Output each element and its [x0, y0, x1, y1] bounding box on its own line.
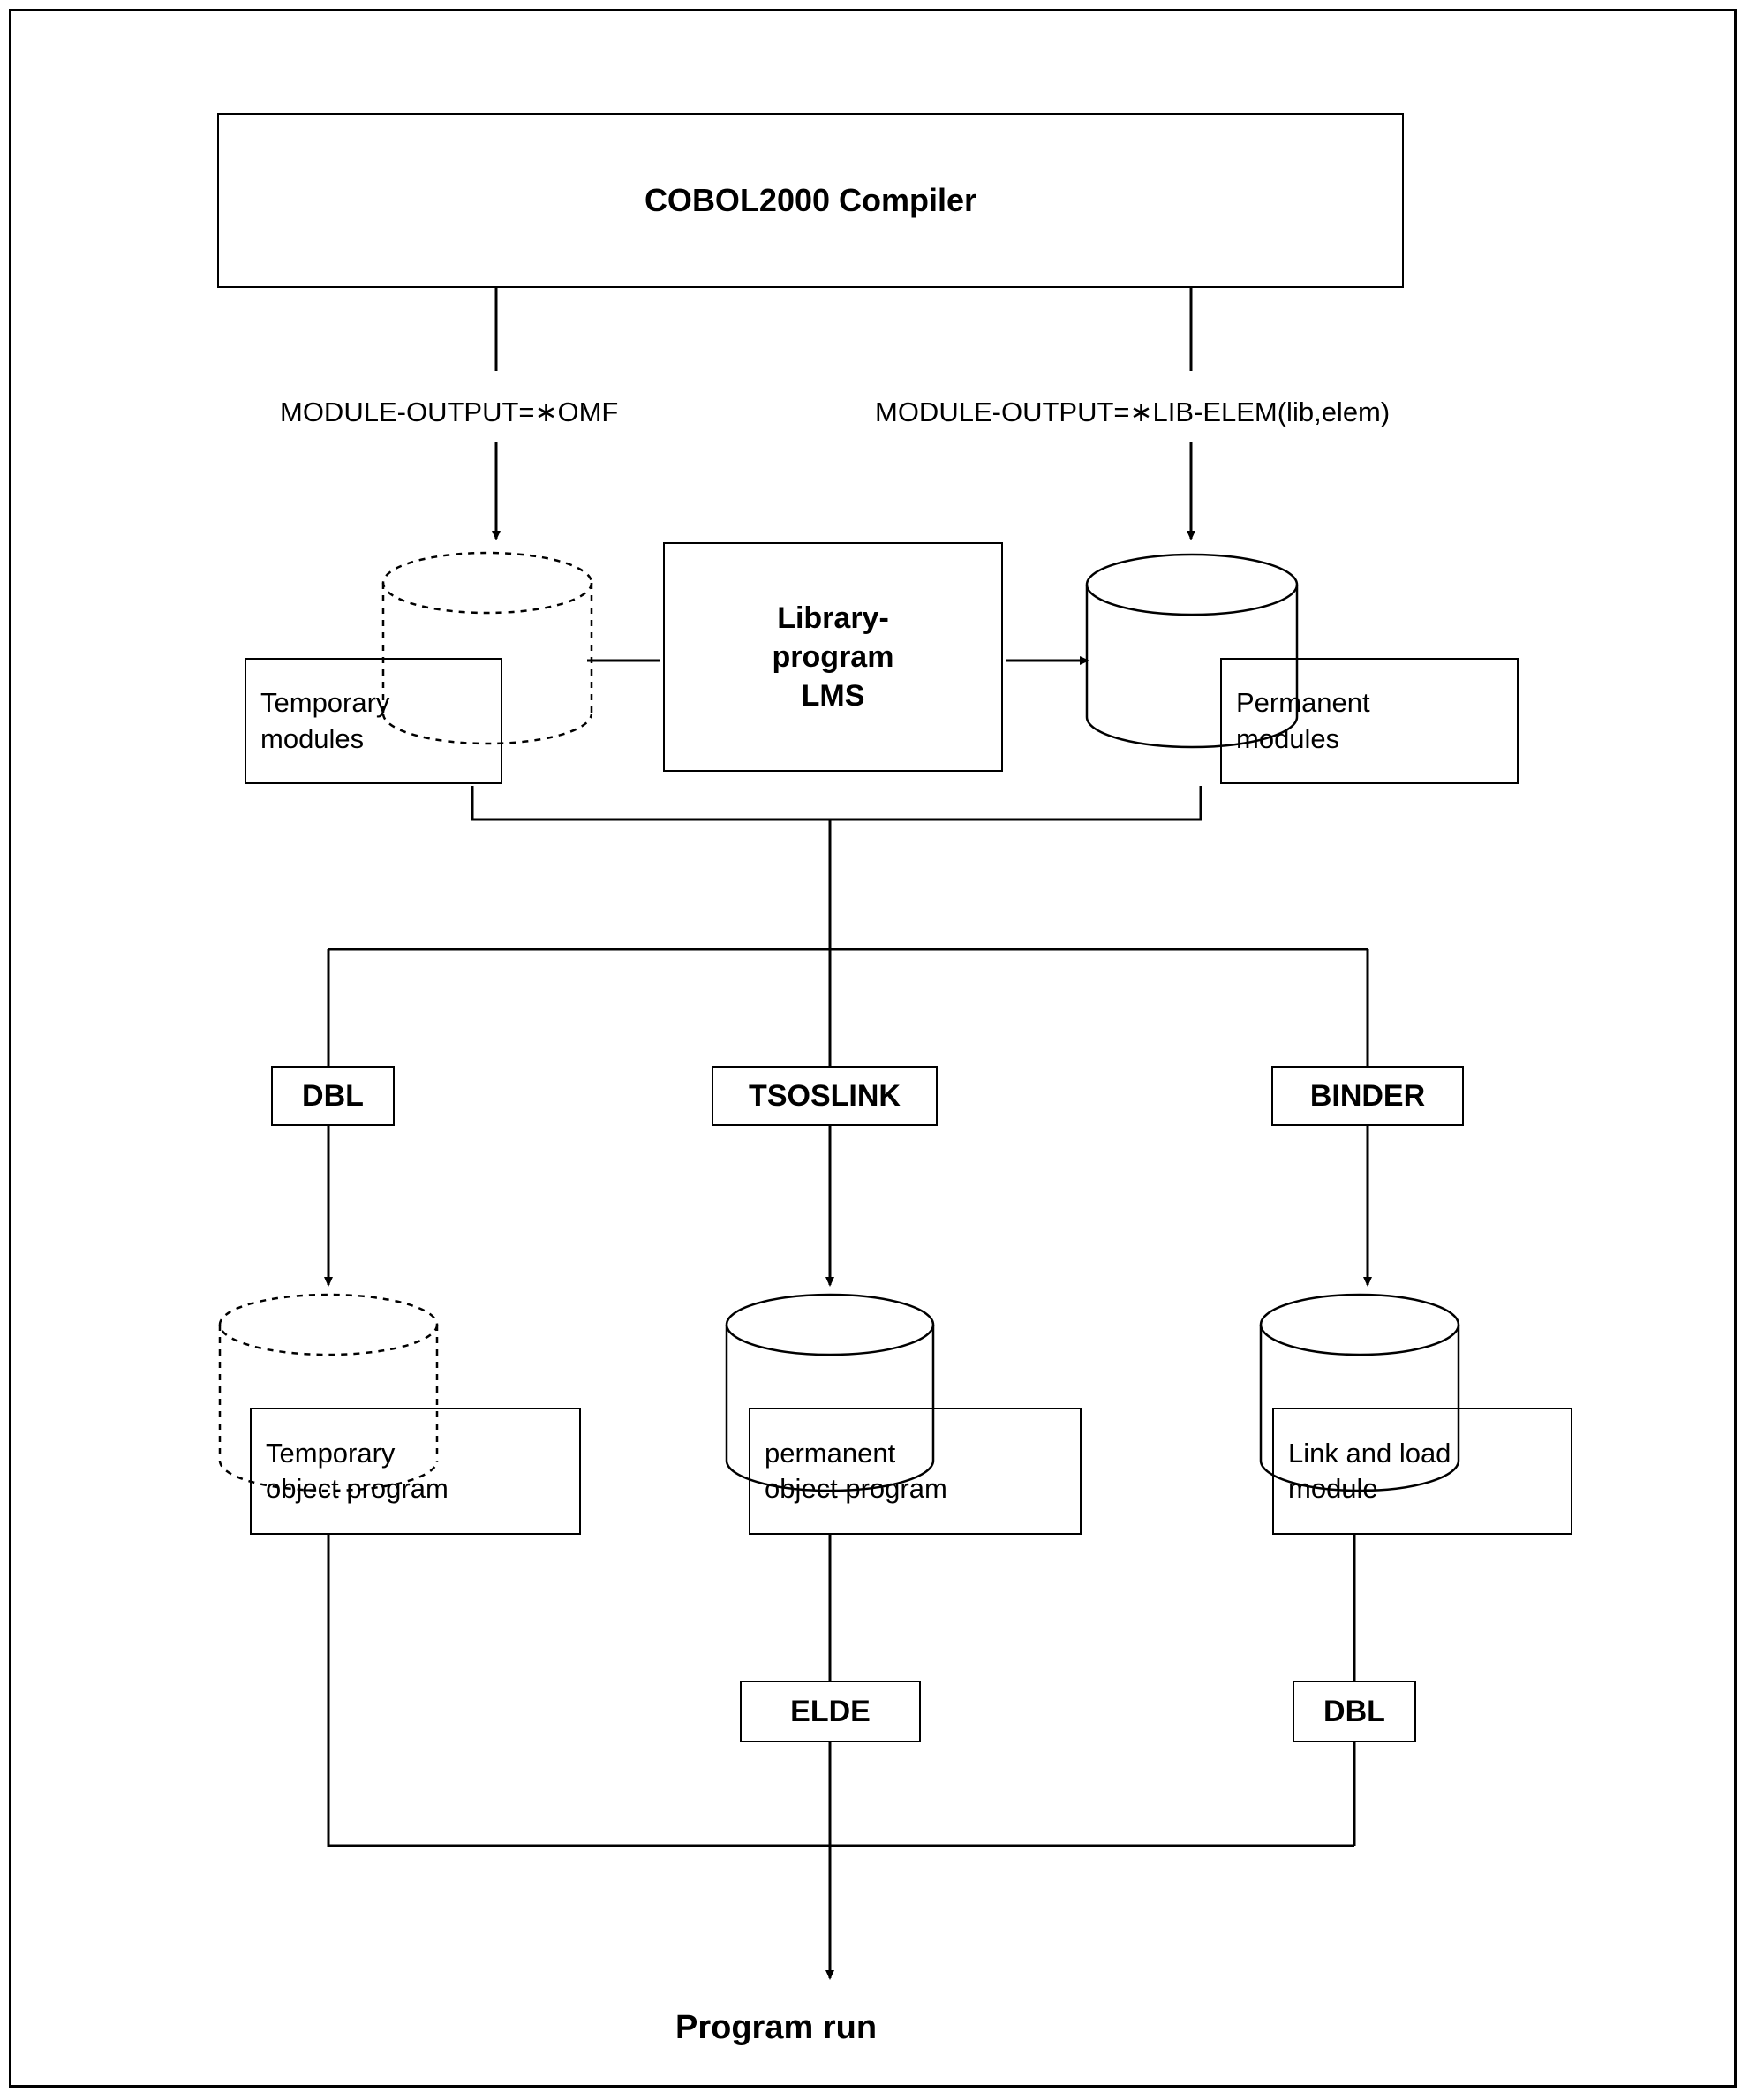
node-dbl-top: [271, 1066, 395, 1126]
edge-label-module-output-lib-elem: MODULE-OUTPUT=∗LIB-ELEM(lib,elem): [875, 397, 1391, 427]
node-link-and-load-module: [1272, 1408, 1572, 1535]
node-dbl-bottom: [1293, 1681, 1416, 1742]
node-temporary-object-program: [250, 1408, 581, 1535]
node-library-program-lms: [663, 542, 1003, 772]
node-binder: [1271, 1066, 1464, 1126]
node-lms-label-line1: Library-: [777, 601, 889, 635]
node-elde: [740, 1681, 921, 1742]
diagram-border: [9, 9, 1737, 2088]
edge-label-module-output-omf: MODULE-OUTPUT=∗OMF: [280, 397, 619, 427]
node-dbl-bottom-label: DBL: [1323, 1694, 1385, 1728]
node-cobol2000-compiler: [217, 113, 1404, 288]
node-permanent-object-program-label-line1: permanent: [765, 1437, 896, 1469]
node-temporary-modules-label-line1: Temporary: [260, 687, 390, 719]
node-binder-label: BINDER: [1309, 1078, 1426, 1113]
node-program-run-label: Program run: [675, 2009, 878, 2046]
node-dbl-top-label: DBL: [302, 1078, 364, 1113]
node-permanent-modules-label-line2: modules: [1236, 722, 1340, 754]
node-permanent-object-program-label-line2: object program: [765, 1473, 947, 1504]
node-permanent-modules-label-line1: Permanent: [1236, 687, 1370, 719]
node-cobol2000-compiler-label: COBOL2000 Compiler: [644, 182, 977, 218]
node-temporary-modules: [245, 658, 502, 784]
node-tsoslink: [712, 1066, 938, 1126]
node-lms-label-line2: program: [772, 639, 894, 674]
node-tsoslink-label: TSOSLINK: [749, 1078, 901, 1113]
node-elde-label: ELDE: [790, 1694, 871, 1728]
node-temporary-object-program-label-line2: object program: [266, 1473, 449, 1504]
node-permanent-object-program: [749, 1408, 1082, 1535]
node-temporary-modules-label-line2: modules: [260, 722, 365, 754]
node-permanent-modules: [1220, 658, 1519, 784]
node-lms-label-line3: LMS: [801, 679, 865, 714]
node-temporary-object-program-label-line1: Temporary: [266, 1437, 396, 1469]
node-link-and-load-module-label-line1: Link and load: [1288, 1437, 1451, 1469]
node-link-and-load-module-label-line2: module: [1288, 1473, 1378, 1504]
